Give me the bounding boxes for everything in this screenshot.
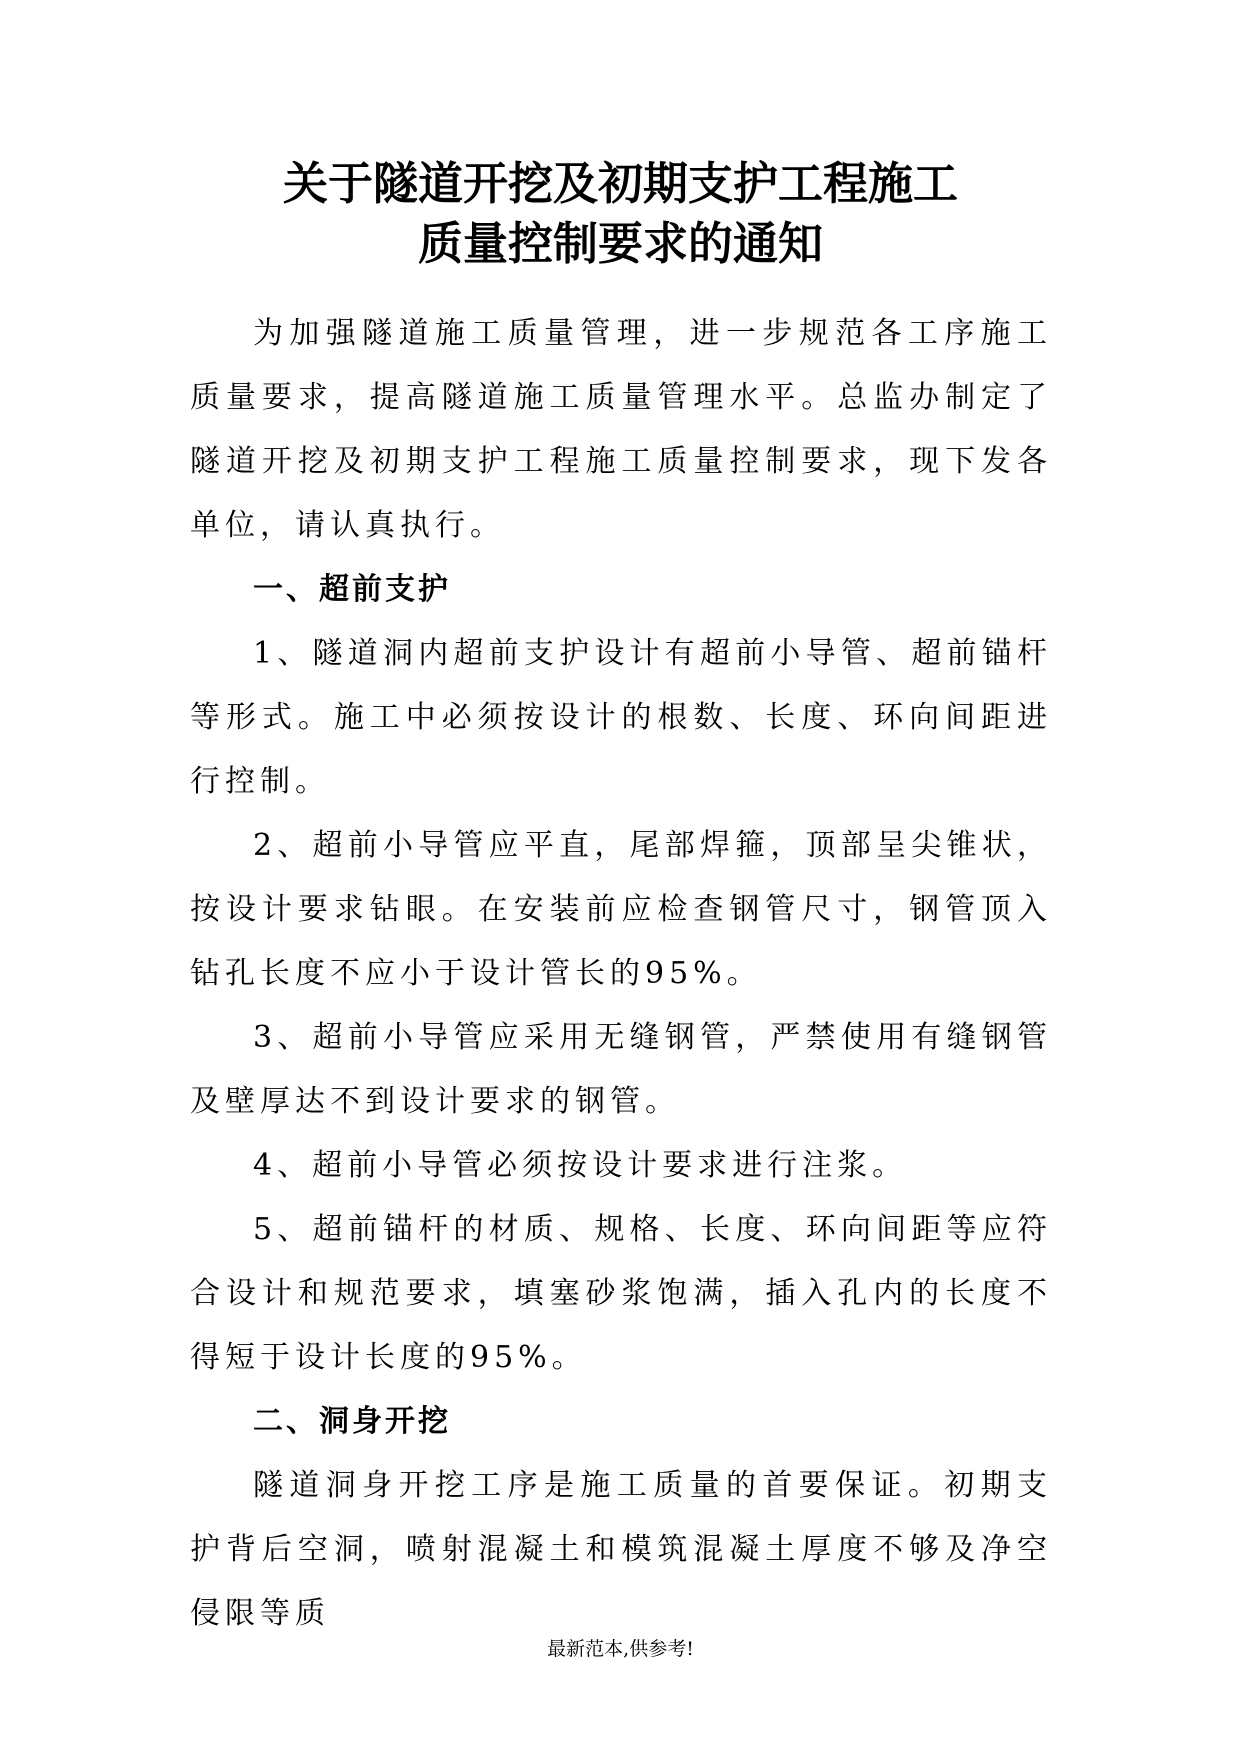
document-title-line-1: 关于隧道开挖及初期支护工程施工 (282, 157, 958, 210)
section1-item-3: 3、超前小导管应采用无缝钢管，严禁使用有缝钢管及壁厚达不到设计要求的钢管。 (190, 1020, 1052, 1119)
section1-item-2: 2、超前小导管应平直，尾部焊箍，顶部呈尖锥状，按设计要求钻眼。在安装前应检查钢管尺寸，钢管顶入钻孔长度不应小于设计管长的95%。 (190, 828, 1052, 991)
section-heading-advance-support: 一、超前支护 (253, 572, 451, 607)
section-heading-tunnel-excavation: 二、洞身开挖 (253, 1404, 451, 1439)
page-footer: 最新范本,供参考! (547, 1638, 694, 1660)
section1-item-4: 4、超前小导管必须按设计要求进行注浆。 (253, 1148, 908, 1183)
section1-item-5: 5、超前锚杆的材质、规格、长度、环向间距等应符合设计和规范要求，填塞砂浆饱满，插入孔内的长度不得短于设计长度的95%。 (190, 1212, 1052, 1375)
section1-item-1: 1、隧道洞内超前支护设计有超前小导管、超前锚杆等形式。施工中必须按设计的根数、长度、环向间距进行控制。 (190, 636, 1052, 799)
document-title-line-2: 质量控制要求的通知 (417, 217, 823, 270)
document-body (190, 302, 1052, 1646)
intro-paragraph: 为加强隧道施工质量管理，进一步规范各工序施工质量要求，提高隧道施工质量管理水平。总监办制定了隧道开挖及初期支护工程施工质量控制要求，现下发各单位，请认真执行。 (190, 316, 1052, 543)
section2-paragraph: 隧道洞身开挖工序是施工质量的首要保证。初期支护背后空洞，喷射混凝土和模筑混凝土厚度不够及净空侵限等质 (190, 1468, 1052, 1631)
